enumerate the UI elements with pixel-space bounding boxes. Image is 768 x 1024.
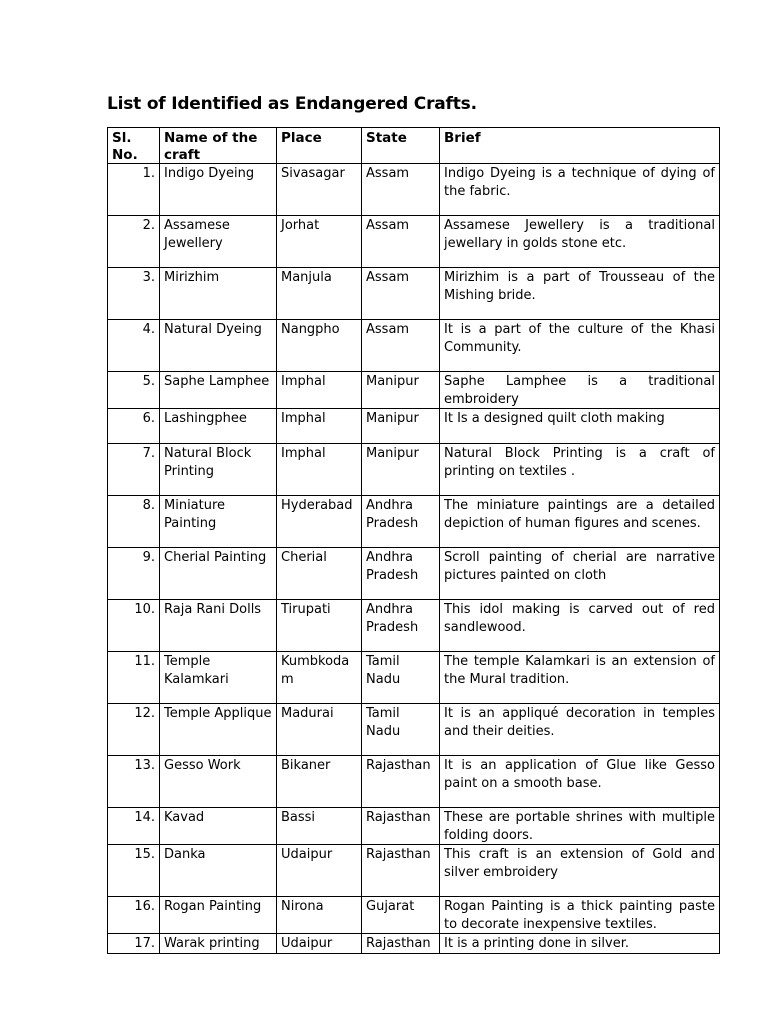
cell-name: Rogan Painting [160,897,277,934]
cell-state: Andhra Pradesh [362,496,440,548]
cell-state: Assam [362,320,440,372]
cell-name: Danka [160,845,277,897]
cell-state: Andhra Pradesh [362,600,440,652]
cell-state: Rajasthan [362,756,440,808]
cell-state: Tamil Nadu [362,704,440,756]
table-row [108,934,720,954]
table-row [108,756,720,808]
cell-state: Manipur [362,409,440,444]
cell-brief: It Is a designed quilt cloth making [440,409,720,444]
header-place: Place [277,128,362,164]
cell-place: Nangpho [277,320,362,372]
table-row [108,600,720,652]
cell-sl-no: 14. [108,808,160,845]
cell-sl-no: 13. [108,756,160,808]
cell-brief: It is an appliqué decoration in temples and their deities. [440,704,720,756]
cell-sl-no: 6. [108,409,160,444]
table-row [108,704,720,756]
header-name: Name of the craft [160,128,277,164]
cell-sl-no: 4. [108,320,160,372]
cell-name: Warak printing [160,934,277,954]
cell-brief: These are portable shrines with multiple folding doors. [440,808,720,845]
table-row [108,372,720,409]
cell-state: Assam [362,164,440,216]
table-row [108,808,720,845]
cell-place: Madurai [277,704,362,756]
cell-state: Assam [362,216,440,268]
cell-sl-no: 9. [108,548,160,600]
cell-brief: The temple Kalamkari is an extension of the Mural tradition. [440,652,720,704]
cell-name: Natural Block Printing [160,444,277,496]
cell-place: Cherial [277,548,362,600]
cell-state: Andhra Pradesh [362,548,440,600]
cell-sl-no: 8. [108,496,160,548]
cell-name: Cherial Painting [160,548,277,600]
cell-sl-no: 5. [108,372,160,409]
cell-brief: Rogan Painting is a thick painting paste to decorate inexpensive textiles. [440,897,720,934]
table-row [108,897,720,934]
table-row [108,548,720,600]
cell-state: Gujarat [362,897,440,934]
table-row [108,845,720,897]
cell-brief: It is a part of the culture of the Khasi Community. [440,320,720,372]
cell-place: Nirona [277,897,362,934]
cell-brief: Mirizhim is a part of Trousseau of the Mishing bride. [440,268,720,320]
cell-sl-no: 1. [108,164,160,216]
cell-place: Hyderabad [277,496,362,548]
cell-state: Manipur [362,444,440,496]
table-row [108,164,720,216]
cell-name: Lashingphee [160,409,277,444]
cell-place: Imphal [277,372,362,409]
cell-sl-no: 2. [108,216,160,268]
cell-state: Rajasthan [362,845,440,897]
cell-brief: Assamese Jewellery is a traditional jewellary in golds stone etc. [440,216,720,268]
cell-sl-no: 15. [108,845,160,897]
cell-state: Tamil Nadu [362,652,440,704]
cell-sl-no: 12. [108,704,160,756]
cell-name: Mirizhim [160,268,277,320]
cell-state: Rajasthan [362,808,440,845]
cell-sl-no: 7. [108,444,160,496]
crafts-table [107,127,720,954]
cell-place: Imphal [277,409,362,444]
table-row [108,444,720,496]
cell-place: Udaipur [277,934,362,954]
cell-place: Sivasagar [277,164,362,216]
cell-brief: It is an application of Glue like Gesso paint on a smooth base. [440,756,720,808]
cell-brief: This idol making is carved out of red sandlewood. [440,600,720,652]
cell-sl-no: 11. [108,652,160,704]
cell-name: Raja Rani Dolls [160,600,277,652]
cell-sl-no: 17. [108,934,160,954]
cell-name: Temple Kalamkari [160,652,277,704]
table-row [108,320,720,372]
cell-sl-no: 10. [108,600,160,652]
cell-place: Tirupati [277,600,362,652]
cell-name: Temple Applique [160,704,277,756]
cell-state: Assam [362,268,440,320]
cell-place: Bikaner [277,756,362,808]
cell-brief: This craft is an extension of Gold and silver embroidery [440,845,720,897]
cell-name: Indigo Dyeing [160,164,277,216]
table-row [108,496,720,548]
cell-place: Jorhat [277,216,362,268]
cell-brief: Scroll painting of cherial are narrative pictures painted on cloth [440,548,720,600]
cell-name: Kavad [160,808,277,845]
cell-name: Assamese Jewellery [160,216,277,268]
table-row [108,652,720,704]
table-row [108,216,720,268]
cell-sl-no: 16. [108,897,160,934]
cell-brief: Natural Block Printing is a craft of printing on textiles . [440,444,720,496]
table-row [108,409,720,444]
cell-state: Manipur [362,372,440,409]
cell-place: Imphal [277,444,362,496]
cell-brief: Saphe Lamphee is a traditional embroidery [440,372,720,409]
cell-place: Udaipur [277,845,362,897]
table-row [108,268,720,320]
cell-brief: Indigo Dyeing is a technique of dying of the fabric. [440,164,720,216]
header-state: State [362,128,440,164]
cell-place: Bassi [277,808,362,845]
cell-brief: The miniature paintings are a detailed depiction of human figures and scenes. [440,496,720,548]
cell-place: Kumbkodam [277,652,362,704]
cell-name: Saphe Lamphee [160,372,277,409]
header-brief: Brief [440,128,720,164]
cell-brief: It is a printing done in silver. [440,934,720,954]
cell-name: Miniature Painting [160,496,277,548]
header-sl-no: Sl. No. [108,128,160,164]
cell-name: Natural Dyeing [160,320,277,372]
table-header-row [108,128,720,164]
cell-name: Gesso Work [160,756,277,808]
cell-place: Manjula [277,268,362,320]
page-title: List of Identified as Endangered Crafts. [107,94,477,114]
cell-state: Rajasthan [362,934,440,954]
cell-sl-no: 3. [108,268,160,320]
